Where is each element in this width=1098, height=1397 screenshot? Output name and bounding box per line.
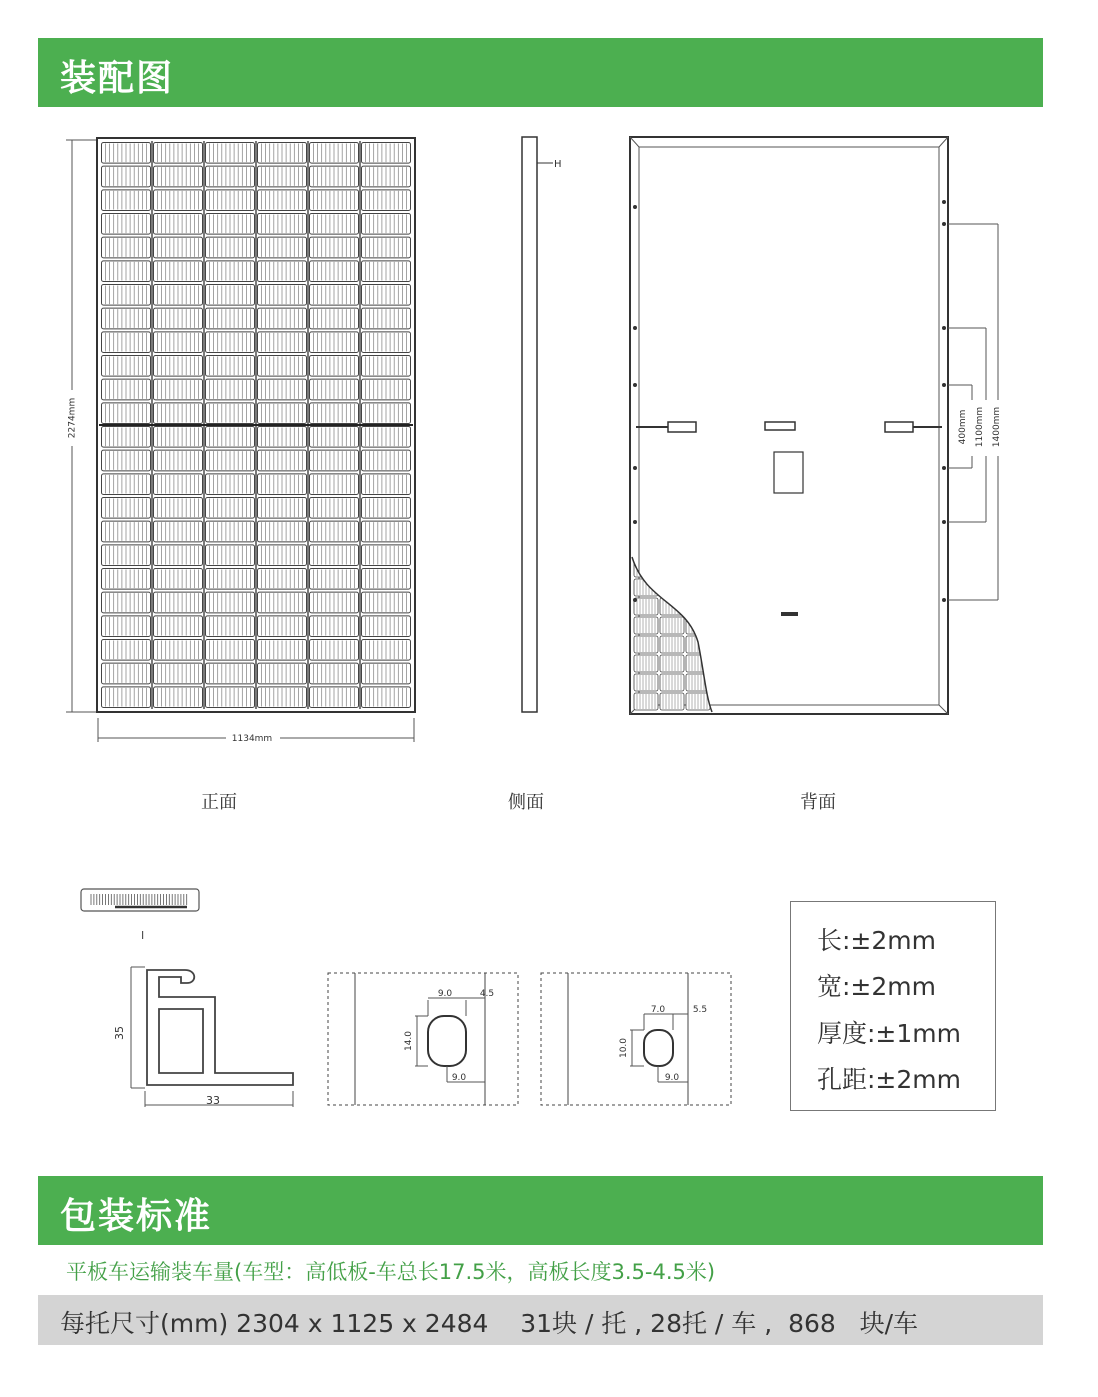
- front-width-dim: 1134mm: [231, 734, 273, 744]
- packing-header-bar: [38, 1176, 1043, 1245]
- back-label-plate: [774, 452, 803, 493]
- front-height-dim: 2274mm: [67, 397, 78, 439]
- transport-note: 平板车运输装车量(车型：高低板-车总长17.5米，高板长度3.5-4.5米): [66, 1260, 716, 1284]
- back-view-label: 背面: [800, 792, 836, 813]
- frame-height-dim: 35: [113, 1026, 126, 1040]
- side-panel-outline: [522, 137, 537, 712]
- hole-dim-1100: 1100mm: [975, 406, 985, 448]
- frame-profile-outline: [147, 970, 293, 1085]
- side-view-label: 侧面: [508, 792, 544, 813]
- hole-2-height-dim: 10.0: [619, 1037, 629, 1059]
- back-small-mark: [781, 612, 798, 616]
- hole-dim-400: 400mm: [958, 409, 968, 445]
- tolerance-box: [790, 901, 996, 1111]
- junction-box-right: [885, 422, 913, 432]
- transport-note-row: [38, 1246, 1043, 1294]
- frame-section-mark: I: [141, 929, 145, 942]
- hole-2-width-dim: 7.0: [650, 1005, 666, 1015]
- frame-width-dim: 33: [206, 1094, 220, 1107]
- tolerance-width: 宽:±2mm: [817, 972, 936, 1001]
- hole-1-bottom-dim: 9.0: [451, 1073, 467, 1083]
- hole-1-offset-dim: 4.5: [479, 989, 495, 999]
- assembly-title: 装配图: [60, 58, 175, 99]
- hole-2-offset-dim: 5.5: [692, 1005, 708, 1015]
- hole-detail-2-drawing: [538, 970, 738, 1110]
- front-view-label: 正面: [201, 792, 237, 813]
- side-view-drawing: [515, 130, 575, 720]
- hole-1-height-dim: 14.0: [404, 1030, 414, 1052]
- back-mounting-holes: [633, 200, 946, 602]
- pallet-info-row: [38, 1295, 1043, 1345]
- back-view-drawing: [626, 132, 1016, 722]
- side-thickness-dim: H: [554, 159, 562, 170]
- hole-1-width-dim: 9.0: [437, 989, 453, 999]
- hole-dim-1400: 1400mm: [992, 406, 1002, 448]
- hole-1-slot: [428, 1016, 466, 1066]
- tolerance-hole-spacing: 孔距:±2mm: [817, 1065, 961, 1094]
- packing-title: 包装标准: [60, 1196, 213, 1237]
- assembly-header-bar: [38, 38, 1043, 107]
- tolerance-length: 长:±2mm: [817, 926, 936, 955]
- tolerance-thickness: 厚度:±1mm: [817, 1019, 961, 1048]
- junction-box-center: [765, 422, 795, 430]
- pallet-info: 每托尺寸(mm) 2304 x 1125 x 2484 31块 / 托 , 28托 / 车 , 868 块/车: [60, 1309, 919, 1338]
- frame-profile-drawing: [75, 885, 305, 1115]
- hole-2-bottom-dim: 9.0: [664, 1073, 680, 1083]
- junction-box-left: [668, 422, 696, 432]
- hole-2-slot: [644, 1030, 673, 1066]
- front-view-drawing: [60, 128, 430, 748]
- hole-detail-1-drawing: [325, 970, 525, 1110]
